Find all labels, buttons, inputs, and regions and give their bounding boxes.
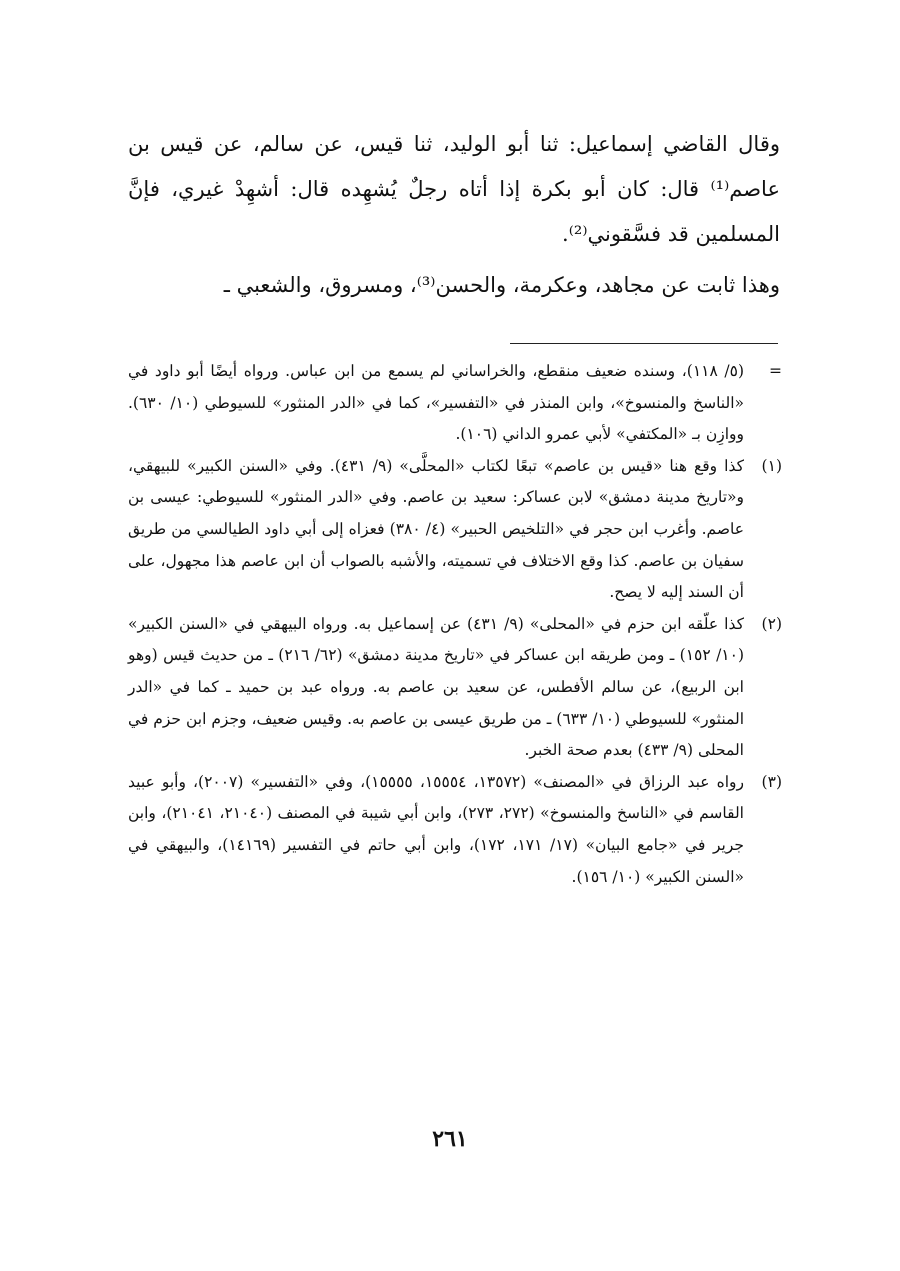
footnote-marker: (٢) bbox=[761, 614, 782, 633]
footnote-text: (٥/ ١١٨)، وسنده ضعيف منقطع، والخراساني لم يسمع من ابن عباس. ورواه أيضًا أبو داود في «الناسخ والمنسوخ»، وابن المنذر في «التفسير»، كما في «الدر المنثور» للسيوطي (١٠/ ٦٣٠). ووازِن بـ «المكتفي» لأبي عمرو الداني (١٠٦). bbox=[128, 362, 744, 444]
footnote-text: رواه عبد الرزاق في «المصنف» (١٣٥٧٢، ١٥٥٥٤، ١٥٥٥٥)، وفي «التفسير» (٢٠٠٧)، وأبو عبيد القاسم في «الناسخ والمنسوخ» (٢٧٢، ٢٧٣)، وابن أبي شيبة في المصنف (٢١٠٤٠، ٢١٠٤١)، وابن جرير في «جامع البيان» (١٧/ ١٧١، ١٧٢)، وابن أبي حاتم في التفسير (١٤١٦٩)، والبيهقي في «السنن الكبير» (١٠/ ١٥٦). bbox=[128, 772, 744, 886]
footnote-continuation bbox=[128, 356, 782, 451]
footnote-separator bbox=[510, 343, 778, 344]
footnote-1 bbox=[128, 451, 782, 609]
footnotes bbox=[128, 356, 782, 893]
footnote-text: كذا وقع هنا «قيس بن عاصم» تبعًا لكتاب «المحلَّى» (٩/ ٤٣١). وفي «السنن الكبير» للبيهقي، و«تاريخ مدينة دمشق» لابن عساكر: سعيد بن عاصم. وفي «الدر المنثور» للسيوطي: عيسى بن عاصم. وأغرب ابن حجر في «التلخيص الحبير» (٤/ ٣٨٠) فعزاه إلى أبي داود الطيالسي من طريق سفيان بن عاصم. كذا وقع الاختلاف في تسميته، والأشبه بالصواب أن ابن عاصم هذا مجهول، على أن السند إليه لا يصح. bbox=[128, 456, 744, 602]
footnote-marker: (١) bbox=[761, 456, 782, 475]
footnote-text: كذا علّقه ابن حزم في «المحلى» (٩/ ٤٣١) عن إسماعيل به. ورواه البيهقي في «السنن الكبير» (١٠/ ١٥٢) ـ ومن طريقه ابن عساكر في «تاريخ مدينة دمشق» (٦٢/ ٢١٦) ـ من حديث قيس (وهو ابن الربيع)، عن سالم الأفطس، عن سعيد بن عاصم به. ورواه عبد بن حميد ـ كما في «الدر المنثور» للسيوطي (١٠/ ٦٣٣) ـ من طريق عيسى بن عاصم به. وقيس ضعيف، وجزم ابن حزم في المحلى (٩/ ٤٣٣) بعدم صحة الخبر. bbox=[128, 614, 745, 760]
footnote-marker: = bbox=[769, 362, 782, 380]
footnote-3 bbox=[128, 767, 782, 893]
footnote-2 bbox=[128, 609, 782, 767]
main-paragraph-2: وهذا ثابت عن مجاهد، وعكرمة، والحسن⁽³⁾، ومسروق، والشعبي ـ bbox=[223, 273, 780, 297]
footnote-marker: (٣) bbox=[761, 772, 782, 791]
main-text bbox=[128, 122, 780, 308]
page-number: ٢٦١ bbox=[432, 1126, 468, 1152]
main-paragraph-1: وقال القاضي إسماعيل: ثنا أبو الوليد، ثنا قيس، عن سالم، عن قيس بن عاصم⁽¹⁾ قال: كان أبو بكرة إذا أتاه رجلٌ يُشهِده قال: أشهِدْ غيري، فإنَّ المسلمين قد فسَّقوني⁽²⁾. bbox=[128, 132, 780, 246]
